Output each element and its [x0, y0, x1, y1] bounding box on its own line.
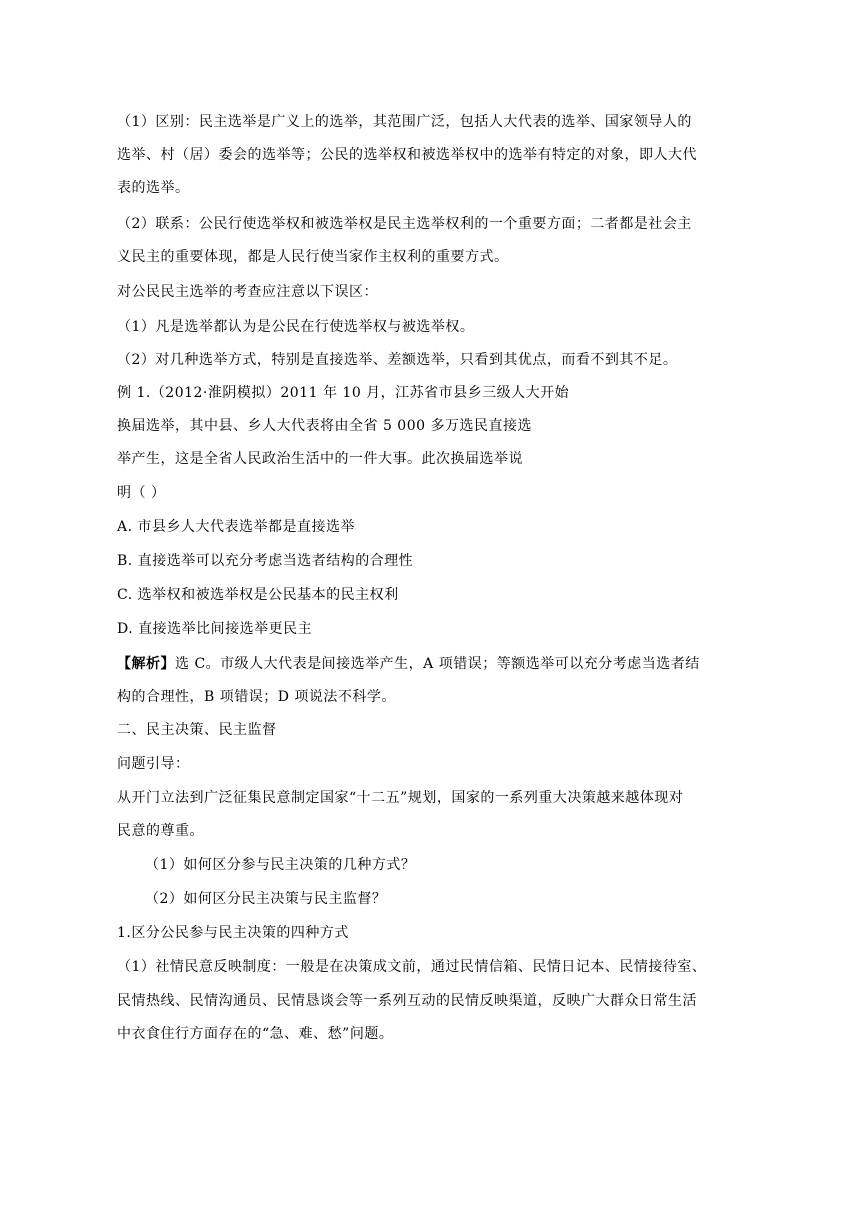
analysis-label: 【解析】: [117, 656, 175, 672]
text-line: 中衣食住行方面存在的“急、难、愁”问题。: [117, 1026, 394, 1042]
subsection-heading: 1.区分公民参与民主决策的四种方式: [117, 925, 349, 941]
option-d: D. 直接选举比间接选举更民主: [117, 621, 313, 637]
text-line: 对公民民主选举的考查应注意以下误区：: [117, 284, 378, 300]
option-c: C. 选举权和被选举权是公民基本的民主权利: [117, 587, 399, 603]
example-question-line: 明（ ）: [117, 485, 166, 501]
example-question-line: 换届选举，其中县、乡人大代表将由全省 5 000 多万选民直接选: [117, 418, 532, 434]
text-line: 民情热线、民情沟通员、民情恳谈会等一系列互动的民情反映渠道，反映广大群众日常生活: [117, 993, 697, 1009]
analysis-text: 选 C。市级人大代表是间接选举产生，A 项错误；等额选举可以充分考虑当选者结: [175, 656, 700, 672]
analysis-line: [117, 654, 700, 674]
text-line: 选举、村（居）委会的选举等；公民的选举权和被选举权中的选举有特定的对象，即人大代: [117, 147, 697, 163]
text-line: 问题引导：: [117, 756, 190, 772]
text-line: 表的选举。: [117, 180, 190, 196]
example-question-line: 例 1.（2012·淮阴模拟）2011 年 10 月，江苏省市县乡三级人大开始: [117, 385, 570, 401]
text-line: （1）区别：民主选举是广义上的选举，其范围广泛，包括人大代表的选举、国家领导人的: [117, 114, 692, 130]
text-line: （1）社情民意反映制度：一般是在决策成文前，通过民情信箱、民情日记本、民情接待室、: [117, 959, 707, 975]
text-line: （2）对几种选举方式，特别是直接选举、差额选举，只看到其优点，而看不到其不足。: [117, 352, 678, 368]
option-a: A. 市县乡人大代表选举都是直接选举: [117, 519, 356, 535]
text-line: 民意的尊重。: [117, 823, 204, 839]
example-question-line: 举产生，这是全省人民政治生活中的一件大事。此次换届选举说: [117, 451, 523, 467]
text-line: （2）联系：公民行使选举权和被选举权是民主选举权利的一个重要方面；二者都是社会主: [117, 216, 692, 232]
text-line: （1）凡是选举都认为是公民在行使选举权与被选举权。: [117, 319, 475, 335]
section-heading: 二、民主决策、民主监督: [117, 722, 277, 738]
text-line: 从开门立法到广泛征集民意制定国家“十二五”规划，国家的一系列重大决策越来越体现对: [117, 790, 684, 806]
text-line: 义民主的重要体现，都是人民行使当家作主权利的重要方式。: [117, 249, 509, 265]
text-line: 构的合理性，B 项错误；D 项说法不科学。: [117, 689, 396, 705]
option-b: B. 直接选举可以充分考虑当选者结构的合理性: [117, 553, 414, 569]
question-2: （2）如何区分民主决策与民主监督？: [145, 891, 387, 907]
question-1: （1）如何区分参与民主决策的几种方式？: [145, 857, 416, 873]
